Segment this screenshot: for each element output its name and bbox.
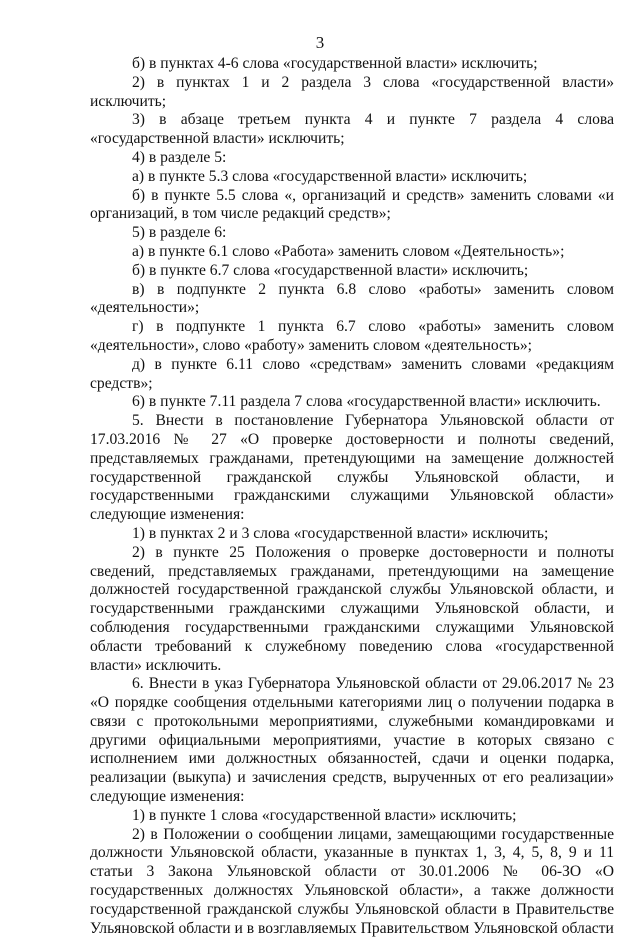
paragraph: 2) в Положении о сообщении лицами, замещающими государственные должности Ульяновской области, указанные в пунктах 1, 3, 4, 5, 8, 9 и 11 статьи 3 Закона Ульяновской области от 30.01.2006 № 06-ЗО «О государственных должностях Ульяновской области», а также должности государственной гражданской службы Ульяновской области в Правительстве Ульяновской области и в возглавляемых Правительством Ульяновской области (90, 825, 614, 937)
paragraph: 1) в пунктах 2 и 3 слова «государственной власти» исключить; (132, 524, 549, 542)
paragraph: 3) в абзаце третьем пункта 4 и пункте 7 раздела 4 слова «государственной власти» исключить; (90, 111, 614, 148)
document-body (90, 55, 614, 938)
paragraph: а) в пункте 6.1 слово «Работа» заменить словом «Деятельность»; (132, 242, 565, 260)
paragraph: 6. Внести в указ Губернатора Ульяновской области от 29.06.2017 № 23 «О порядке сообщения отдельными категориями лиц о получении подарка в связи с протокольными мероприятиями, служебными командировками и другими официальными мероприятиями, участие в которых связано с исполнением ими должностных обязанностей, сдачи и оценки подарка, реализации (выкупа) и зачисления средств, вырученных от его реализации» следующие изменения: (90, 675, 614, 806)
paragraph: в) в подпункте 2 пункта 6.8 слово «работы» заменить словом «деятельности»; (90, 280, 614, 317)
paragraph: 6) в пункте 7.11 раздела 7 слова «государственной власти» исключить. (132, 393, 601, 411)
paragraph: 1) в пункте 1 слова «государственной власти» исключить; (132, 806, 517, 824)
page-number: 3 (315, 33, 325, 52)
paragraph: 4) в разделе 5: (132, 148, 227, 166)
paragraph: 5) в разделе 6: (132, 224, 227, 242)
paragraph: д) в пункте 6.11 слово «средствам» заменить словами «редакциям средств»; (90, 355, 614, 392)
paragraph: 2) в пункте 25 Положения о проверке достоверности и полноты сведений, представляемых гражданами, претендующими на замещение должностей государственной гражданской службы Ульяновской области, и государственными гражданскими служащими Ульяновской области, и соблюдения государственными гражданскими служащими Ульяновской области требований к служебному поведению слова «государственной власти» исключить. (90, 543, 614, 674)
paragraph: а) в пункте 5.3 слова «государственной власти» исключить; (132, 167, 528, 185)
paragraph: б) в пункте 6.7 слова «государственной власти» исключить; (132, 261, 529, 279)
paragraph: г) в подпункте 1 пункта 6.7 слово «работы» заменить словом «деятельности», слово «работу» заменить словом «деятельность»; (90, 318, 614, 354)
paragraph: б) в пункте 5.5 слова «, организаций и средств» заменить словами «и организаций, в том числе редакций средств»; (90, 186, 614, 223)
paragraph: 5. Внести в постановление Губернатора Ульяновской области от 17.03.2016 № 27 «О проверке достоверности и полноты сведений, представляемых гражданами, претендующими на замещение должностей государственной гражданской службы Ульяновской области, и государственными гражданскими служащими Ульяновской области» следующие изменения: (90, 412, 614, 524)
paragraph: 2) в пунктах 1 и 2 раздела 3 слова «государственной власти» исключить; (90, 73, 614, 110)
paragraph: б) в пунктах 4-6 слова «государственной власти» исключить; (132, 55, 538, 72)
